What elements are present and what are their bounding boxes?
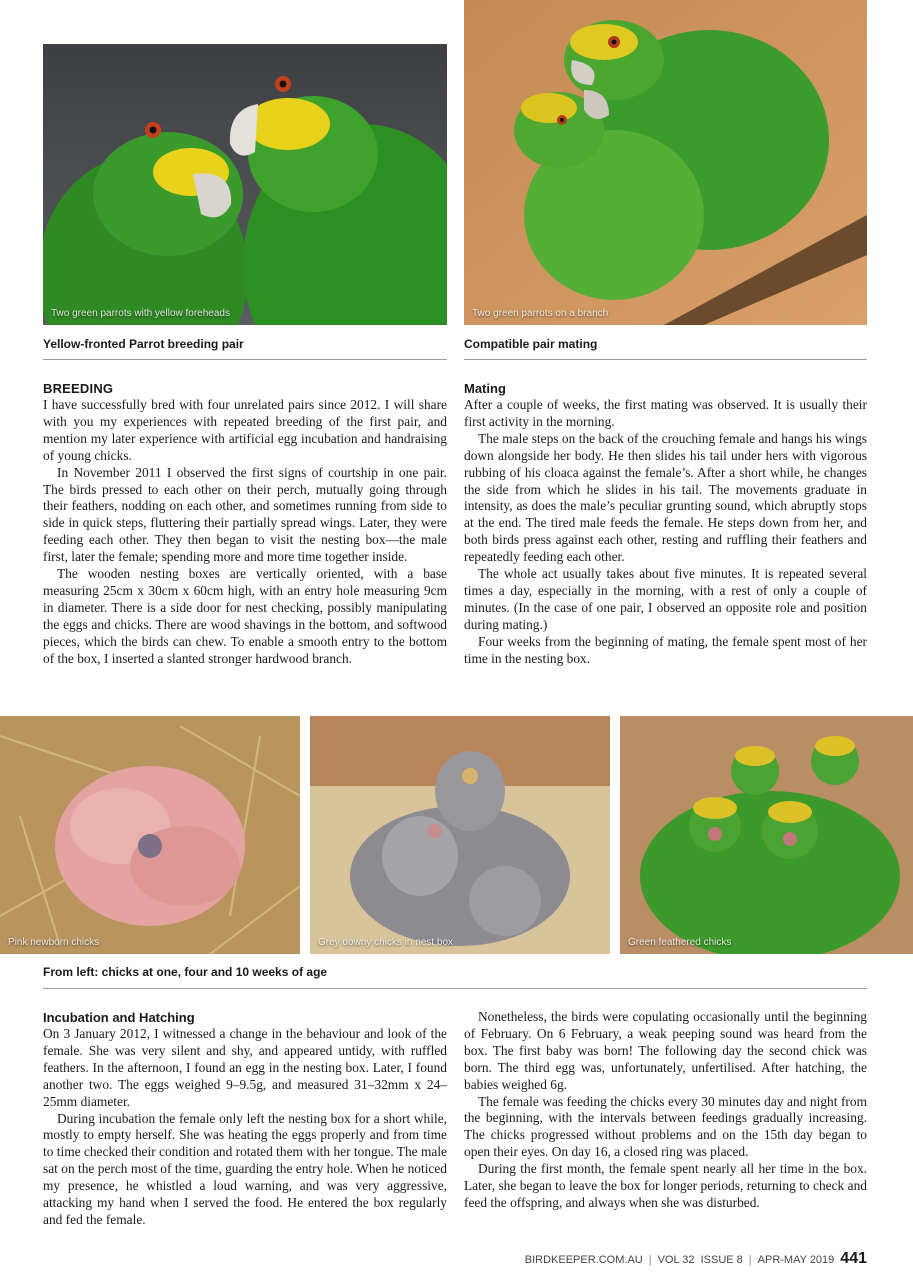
footer-separator: | — [748, 1254, 752, 1266]
photo-pair-mating-image — [464, 0, 867, 325]
caption-pair-mating: Compatible pair mating — [464, 337, 598, 351]
photo-chicks-four-weeks-image — [310, 716, 610, 954]
photo-chicks-one-week-alt: Pink newborn chicks — [8, 937, 100, 948]
breeding-heading: BREEDING — [43, 381, 114, 396]
mating-paragraph: After a couple of weeks, the first mating was observed. It is usually their first activity in the morning. — [464, 397, 867, 429]
mating-paragraph: Four weeks from the beginning of mating, the female spent most of her time in the nesting box. — [464, 633, 867, 666]
incubation-paragraph: On 3 January 2012, I witnessed a change in the behaviour and look of the female. She was very silent and shy, and appeared untidy, with ruffled feathers. In the afternoon, I found an egg in the nesting box. Later, I found another two. The eggs weighed 9–9.5g, and measured 31–32mm x 24–25mm diameter. — [43, 1026, 447, 1109]
photo-chicks-four-weeks-alt: Grey downy chicks in nest box — [318, 937, 454, 948]
photo-chicks-ten-weeks-image — [620, 716, 913, 954]
hatching-paragraph: Nonetheless, the birds were copulating occasionally until the beginning of February. On 6 February, a weak peeping sound was heard from the box. The first baby was born! The following day the second chick was born. The third egg was, unfortunately, unfertilised. After hatching, the babies weighed 6g. — [464, 1009, 867, 1092]
footer-volume: VOL 32 ISSUE 8 — [657, 1254, 743, 1266]
caption-chicks: From left: chicks at one, four and 10 weeks of age — [43, 965, 328, 979]
mating-paragraph: The whole act usually takes about five minutes. It is repeated several times a day, especially in the morning, with a rest of only a couple of minutes. (In the case of one pair, I observed an opposite role and position during mating.) — [464, 566, 867, 632]
caption-rule — [43, 988, 867, 989]
photo-chicks-ten-weeks-alt: Green feathered chicks — [628, 937, 732, 948]
incubation-section — [43, 1009, 447, 1229]
hatching-paragraph: The female was feeding the chicks every 30 minutes day and night from the beginning, with the intervals between feedings gradually increasing. The chicks progressed without problems and on the 15th day began to open their eyes. On day 16, a closed ring was placed. — [464, 1093, 867, 1160]
photo-breeding-pair-alt: Two green parrots with yellow foreheads — [51, 308, 230, 319]
photo-pair-mating-alt: Two green parrots on a branch — [472, 308, 609, 319]
caption-rule — [464, 359, 867, 360]
caption-breeding-pair: Yellow-fronted Parrot breeding pair — [43, 337, 244, 351]
photo-chicks-four-weeks — [310, 716, 610, 954]
caption-rule — [43, 359, 447, 360]
incubation-paragraph: During incubation the female only left the nesting box for a short while, mostly to empty herself. She was heating the eggs properly and from time to time checked their condition and rotated them with her tongue. The male sat on the perch most of the time, guarding the entry hole. When he noticed my presence, he whistled a loud warning, and was very aggressive, attacking my hand when I served the food. He entered the box regularly and fed the female. — [43, 1110, 447, 1227]
mating-heading: Mating — [464, 381, 506, 396]
footer-site-link[interactable]: BIRDKEEPER.COM.AU — [524, 1254, 643, 1266]
breeding-paragraph: The wooden nesting boxes are vertically oriented, with a base measuring 25cm x 30cm x 60cm high, with an entry hole measuring 9cm in diameter. There is a side door for nest checking, possibly manipulating the eggs and chicks. There are wood shavings in the bottom, and softwood pieces, which the birds can chew. To enable a smooth entry to the bottom of the box, I inserted a slanted stronger hardwood branch. — [43, 566, 447, 666]
photo-breeding-pair — [43, 44, 447, 325]
footer-separator: | — [648, 1254, 652, 1266]
photo-chicks-one-week-image — [0, 716, 300, 954]
page-footer — [525, 1250, 867, 1268]
breeding-paragraph: In November 2011 I observed the first signs of courtship in one pair. The birds pressed to each other on their perch, mutually going through their feathers, nodding on each other, and sometimes running from side to side in quick steps, fluttering their partially spread wings. Later, they were feeding each other. They then began to visit the nesting box—the male first, later the female; spending more and more time together inside. — [43, 464, 447, 565]
breeding-section — [43, 380, 447, 668]
breeding-paragraph: I have successfully bred with four unrelated pairs since 2012. I will share with you my experiences with repeated breeding of the first pair, and mention my later experience with artificial egg incubation and handraising of young chicks. — [43, 397, 447, 463]
photo-pair-mating — [464, 0, 867, 325]
footer-date: APR-MAY 2019 — [757, 1254, 835, 1266]
photo-chicks-one-week — [0, 716, 300, 954]
page-number: 441 — [840, 1250, 867, 1267]
hatching-section — [464, 1009, 867, 1212]
photo-breeding-pair-image — [43, 44, 447, 325]
hatching-paragraph: During the first month, the female spent nearly all her time in the box. Later, she began to leave the box for longer periods, returning to check and feed the offspring, and always when she was disturbed. — [464, 1161, 867, 1210]
incubation-heading: Incubation and Hatching — [43, 1010, 195, 1025]
photo-chicks-ten-weeks — [620, 716, 913, 954]
mating-paragraph: The male steps on the back of the crouching female and hangs his wings down alongside her body. He then slides his tail under hers with vigorous rubbing of his cloaca against the female’s. After a short while, he changes the side from which he slides in his tail. The movements graduate in intensity, as does the male’s peculiar grunting sound, which abruptly stops at the end. The tired male feeds the female. He steps down from her, and both birds press against each other, resting and ruffling their feathers and repeatedly feeding each other. — [464, 430, 867, 565]
mating-section — [464, 380, 867, 668]
